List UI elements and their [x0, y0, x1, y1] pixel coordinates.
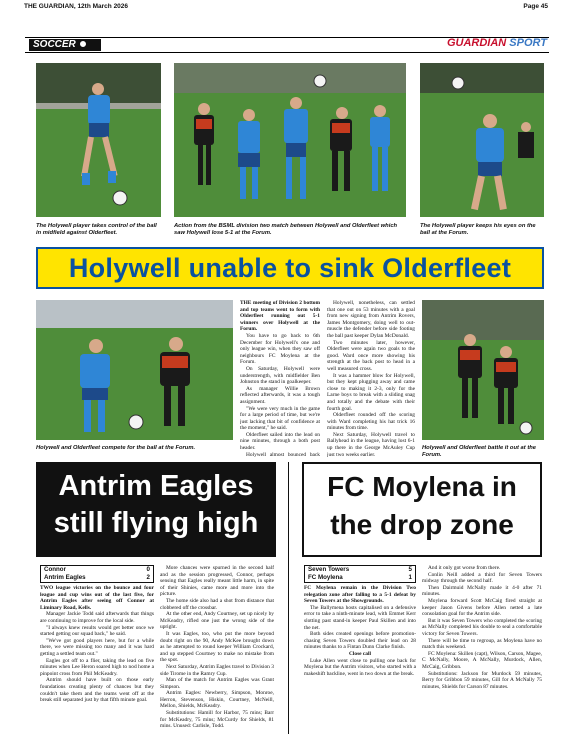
paragraph: And it only got worse from there. [428, 565, 501, 571]
score-row [41, 566, 153, 574]
photo-action-image [174, 63, 406, 217]
paragraph: Close call [348, 650, 371, 657]
column-divider [288, 462, 289, 734]
team-name: Antrim Eagles [44, 574, 86, 581]
paper-line: THE GUARDIAN, 12th March 2026 [24, 3, 129, 10]
photo-compete [36, 300, 233, 440]
paragraph: Next Saturday, Antrim Eagles travel to Division 3 side Tirome in the Ramry Cup. [160, 663, 274, 677]
team-name: Connor [44, 566, 66, 573]
moylena-headline-box [302, 462, 542, 557]
paragraph: Two minutes later, however, Olderfleet were again two goals to the good. Ward once more showing his strength at the back post to head in a well measured cross. [327, 339, 415, 372]
paragraph: FC Moylena: Skillen (capt), Wilson, Carson, Magee, C McNally, Moore, A McNally, Murdock, Allen, McCaig, Gribbon. [422, 650, 542, 670]
paragraph: Olderfleet rounded off the scoring with Ward completing his hat trick 16 minutes from time. [327, 412, 415, 432]
paragraph: THE meeting of Division 2 bottom and top teams went to form with Olderfleet running out 5-1 winners over Holywell at the Forum. [240, 300, 320, 333]
photo-battle-image [422, 300, 544, 440]
paragraph: It was Eagles, too, who put the more beyond doubt right on the 90, Andy McKee brought down as he attempted to round keeper William Crockard, and up stepped Courtney to make no mistake from the spot. [160, 630, 274, 664]
team-name: Seven Towers [308, 566, 350, 573]
paragraph: More chances were spurned in the second half and as the session progressed, Connor, perhaps sensing that Eagles really meant little harm, in spite of their Shinies, came more and more into the picture. [160, 565, 274, 598]
paragraph: Holywell, nonetheless, can settled that one out on 53 minutes with a goal from new signing from Antrim Rovers, James Montgomery, doing well to out-muscle the defender before side footing the ball past keeper Dylan McDonald. [327, 300, 415, 339]
photo-caption-3: The Holywell player keeps his eyes on the ball at the Forum. [420, 223, 536, 236]
photo-midfield-image [36, 63, 161, 217]
photo-compete-image [36, 300, 233, 440]
paragraph: Holywell almost bounced back [246, 451, 320, 458]
main-story-column-2 [327, 300, 415, 458]
paragraph: Both sides created openings before promotion-chasing Seven Towers doubled their lead on 28 minutes thanks to a Fintan Dunn Clarke finish. [304, 631, 416, 651]
paragraph: Manager Jackie Todd said afterwards that things are continuing to improve for the local side. [40, 611, 154, 624]
paragraph: TWO league victories on the bounce and four league and cup wins out of the last five, for Antrim Eagles after seeing off Connor at Liminary Road, Kells. [40, 585, 154, 611]
main-headline: Holywell unable to sink Olderfleet [68, 252, 512, 283]
paragraph: There will be time to regroup, as Moylena have no match this weekend. [422, 637, 542, 651]
paragraph: Next Saturday, Holywell travel to Ballyhead in the league, having lost 6-1 up there in the George McAuley Cup just two weeks earlier. [327, 431, 415, 458]
photo-action [174, 63, 406, 217]
photo-caption-1: The Holywell player takes control of the ball in midfield against Olderfleet. [36, 223, 157, 236]
paragraph: "We've got good players here, but for a while there, we were missing too many and it was hard getting a settled team out." [40, 637, 154, 657]
photo-eyes-on-ball [420, 63, 544, 217]
antrim-headline: Antrim Eagles still flying high [53, 470, 259, 539]
team-score: 2 [146, 574, 150, 581]
section-tag [29, 39, 101, 51]
football-icon [79, 40, 87, 48]
page-header [0, 3, 580, 15]
moylena-story-column-2 [422, 565, 542, 733]
photo-eyes-on-ball-image [420, 63, 544, 217]
main-story-column-1 [240, 300, 320, 458]
paragraph: "We were very much in the game for a large period of time, but we're just lacking that bit of confidence at the moment," he said. [240, 405, 320, 432]
team-score: 1 [408, 574, 412, 581]
paragraph: Olderfleet sailed into the lead on nine minutes, through a both post header. [240, 431, 320, 452]
paragraph: Luke Allen went close to pulling one back for Moylena but the Antrim visitors, who started with a makeshift backline, went in two down at the break. [304, 657, 416, 677]
photo-caption-2: Action from the BSML division two match between Holywell and Olderfleet which saw Holywell lose 5-1 at the Forum. [174, 223, 398, 236]
paragraph: The home side also had a shot from distance that clobbered off the crossbar. [160, 597, 274, 611]
photo-midfield [36, 63, 161, 217]
paragraph: The Ballymena hosts capitalised on a defensive error to take a ninth-minute lead, with Emmet Kerr slotting past stand-in keeper Paul Skillen and into the net. [304, 604, 416, 631]
team-name: FC Moylena [308, 574, 343, 581]
section-bar [25, 37, 549, 53]
brand-guardian: GUARDIAN [446, 37, 507, 49]
photo-caption-5: Holywell and Olderfleet battle it out at the Forum. [422, 445, 537, 458]
score-row [305, 566, 415, 574]
paragraph: FC Moylena remain in the Division Two relegation zone after falling to a 5-1 defeat by Seven Towers at the Showgrounds. [304, 585, 416, 605]
moylena-story-column-1 [304, 585, 416, 733]
score-row [305, 574, 415, 582]
moylena-headline: FC Moylena in the drop zone [327, 471, 517, 540]
paragraph: On Saturday, Holywell were understrength, with midfielder Ben Johnston the stand in goalkeeper. [240, 365, 320, 386]
antrim-score-box [40, 565, 154, 583]
paragraph: It was a hammer blow for Holywell, but they kept plugging away and came close to making it 2-3, only for the Larne boys to break with a sliding snag and totally and the debate with their fourth goal. [327, 372, 415, 412]
score-row [41, 574, 153, 582]
paragraph: "I always knew results would get better once we started getting our squad back," he said. [40, 624, 154, 638]
paragraph: Substitutions: Hamill for Harbor, 75 mins; Barr for McKeadry, 75 mins; McCurdy for Shields, 81 mins. Unused: Carlisle, Todd. [160, 710, 274, 730]
brand-logo [447, 37, 547, 49]
brand-sport: SPORT [509, 37, 547, 49]
paragraph: Antrim Eagles: Newberry, Simpson, Monroe, Herron, Stevenson, Hiskin, Courtney, McNeill, Mellon, Shields, McKeadry. [160, 690, 274, 710]
paragraph: Conlin Neill added a third for Seven Towers midway through the second half. [422, 571, 542, 585]
paragraph: Antrim should have built on those early foundations creating plenty of chances but they couldn't take them and the teams went off at the break still separated just by that fifth minute goal. [40, 677, 154, 704]
antrim-story-column-2 [160, 565, 274, 733]
paragraph: Then Dairmuid McNally made it 4-0 after 71 minutes. [422, 584, 542, 598]
paragraph: Eagles got off to a flier, taking the lead on five minutes when Lee Heron soared high to nod home a pinpoint cross from Phil McKeadry. [40, 657, 154, 677]
team-score: 5 [408, 566, 412, 573]
paragraph: At the other end, Andy Courtney, set up nicely by McKeadry, rifled one just the wrong side of the upright. [160, 611, 274, 631]
team-score: 0 [146, 566, 150, 573]
page-number: Page 45 [523, 3, 548, 10]
paragraph: Substitutions: Jackson for Murdock 59 minutes, Berry for Gribbon 59 minutes, Gill for A McNally 75 minutes, Shields for Carson 87 minutes. [422, 670, 542, 690]
paragraph: But it was Seven Towers who completed the scoring as McNally completed his double to seal a comfortable victory for Seven Towers. [422, 617, 542, 637]
main-headline-banner [36, 247, 544, 289]
photo-battle [422, 300, 544, 440]
paragraph: You have to go back to 6th December for Holywell's one and only league win, when they saw off neighbours FC Moylena at the Forum. [240, 332, 320, 366]
paragraph: Moylena forward Scott McCaig fired straight at keeper Jason Givens before Allen netted a late consolation goal for the Antrim side. [422, 597, 542, 618]
antrim-headline-box [36, 462, 276, 557]
paragraph: As manager Willie Brown reflected afterwards, it was a tough assignment. [240, 385, 320, 405]
section-label: SOCCER [33, 39, 76, 50]
antrim-story-column-1 [40, 585, 154, 733]
photo-caption-4: Holywell and Olderfleet compete for the ball at the Forum. [36, 445, 196, 451]
paragraph: Man of the match for Antrim Eagles was Grant Simpson. [160, 677, 274, 690]
moylena-score-box [304, 565, 416, 583]
